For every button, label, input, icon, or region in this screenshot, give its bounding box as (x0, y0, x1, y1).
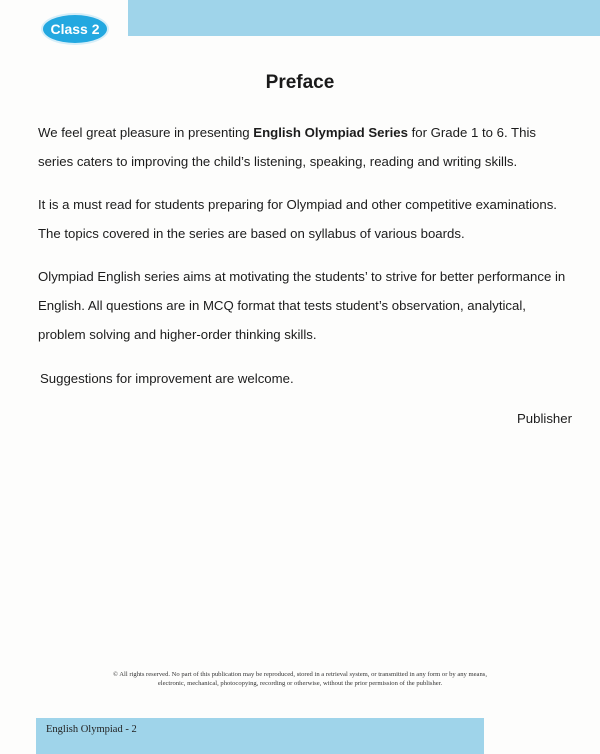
copyright-notice (0, 670, 600, 688)
paragraph-audience: It is a must read for students preparing for Olympiad and other competitive examinations. The topics covered in the series are based on syllabus of various boards. (38, 197, 557, 241)
paragraph-intro (38, 118, 568, 176)
header-band (128, 0, 600, 36)
footer-page-label: English Olympiad - 2 (46, 724, 137, 735)
class-badge (43, 15, 107, 43)
paragraph-suggestions: Suggestions for improvement are welcome. (40, 371, 294, 386)
paragraph-intro-end: for Grade 1 to 6. This series caters to improving the child’s listening, speaking, reading and writing skills. (38, 125, 536, 169)
class-badge-label: Class 2 (50, 21, 100, 37)
paragraph-aims: Olympiad English series aims at motivating the students’ to strive for better performance in English. All questions are in MCQ format that tests student’s observation, analytical, problem solving and higher-order thinking skills. (38, 269, 566, 342)
copyright-line-1: © All rights reserved. No part of this publication may be reproduced, stored in a retrieval system, or transmitted in any form or by any means, (113, 671, 487, 678)
paragraph-intro-start: We feel great pleasure in presenting (38, 125, 254, 140)
page-title: Preface (265, 72, 335, 93)
publisher-signature: Publisher (517, 411, 572, 426)
series-name: English Olympiad Series (253, 125, 408, 140)
copyright-line-2: electronic, mechanical, photocopying, recording or otherwise, without the prior permission of the publisher. (157, 680, 443, 687)
